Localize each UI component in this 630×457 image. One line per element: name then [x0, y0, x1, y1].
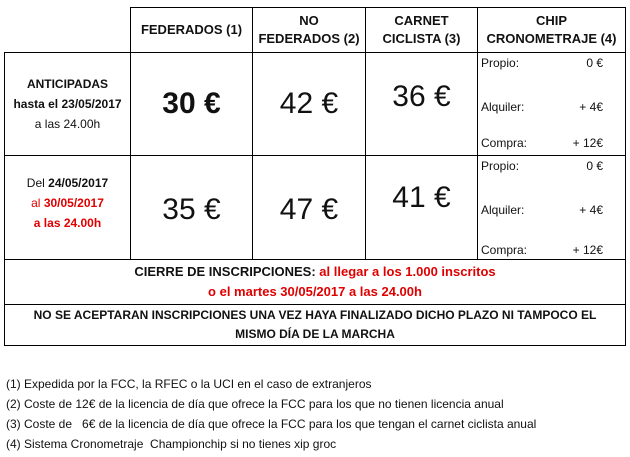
footnote-2: (2) Coste de 12€ de la licencia de día que ofrece la FCC para los que no tienen licencia anual: [6, 397, 504, 411]
header-chip-line2: CRONOMETRAJE (4): [486, 31, 617, 46]
chip-alquiler-value: + 4€: [579, 100, 603, 114]
chip-propio-label: Propio:: [481, 56, 520, 70]
chip-alquiler-row: [481, 203, 603, 219]
header-carnet: [366, 8, 477, 52]
closing-line2: o el martes 30/05/2017 a las 24.00h: [208, 284, 422, 299]
chip-alquiler-label: Alquiler:: [481, 100, 525, 114]
chip-propio-row: [481, 159, 603, 175]
price-value: 41 €: [392, 181, 451, 214]
header-no-federados: [253, 8, 365, 52]
header-federados-label: FEDERADOS (1): [140, 22, 243, 37]
price-no-federados-ordinary: [253, 160, 365, 260]
header-carnet-line1: CARNET: [394, 13, 449, 28]
row-ordinary-to: al 30/05/2017: [31, 196, 104, 210]
row-anticipadas-time: a las 24.00h: [34, 117, 101, 131]
header-chip: [478, 8, 625, 52]
late-registration-notice: [5, 305, 625, 345]
chip-compra-value: + 12€: [572, 243, 603, 257]
price-value: 47 €: [279, 193, 339, 226]
header-carnet-line2: CICLISTA (3): [382, 31, 461, 46]
table-border-right: [625, 7, 626, 346]
header-federados: [131, 8, 252, 52]
footnote-3: (3) Coste de 6€ de la licencia de día que ofrece la FCC para los que tengan el carnet ciclista anual: [6, 417, 537, 431]
chip-alquiler-label: Alquiler:: [481, 203, 525, 217]
chip-propio-row: [481, 56, 603, 72]
row-anticipadas-title: ANTICIPADAS: [26, 77, 109, 91]
chip-propio-label: Propio:: [481, 159, 520, 173]
chip-alquiler-value: + 4€: [579, 203, 603, 217]
price-federados-anticipadas: [131, 53, 252, 155]
footnote-1: (1) Expedida por la FCC, la RFEC o la UCI en el caso de extranjeros: [6, 377, 372, 391]
notice-line1: NO SE ACEPTARAN INSCRIPCIONES UNA VEZ HAYA FINALIZADO DICHO PLAZO NI TAMPOCO EL: [33, 308, 597, 322]
price-value: 30 €: [162, 87, 221, 120]
row-anticipadas-date: hasta el 23/05/2017: [13, 97, 122, 111]
closing-notice: [5, 260, 625, 304]
price-carnet-ordinary: [366, 156, 477, 240]
closing-line1: CIERRE DE INSCRIPCIONES: al llegar a los 1.000 inscritos: [134, 264, 496, 279]
price-value: 42 €: [279, 87, 339, 120]
table-border-bottom: [4, 345, 626, 346]
price-no-federados-anticipadas: [253, 53, 365, 155]
chip-compra-row: [481, 136, 603, 152]
chip-compra-label: Compra:: [481, 136, 528, 150]
header-no-federados-line2: FEDERADOS (2): [258, 31, 360, 46]
price-federados-ordinary: [131, 160, 252, 260]
price-value: 36 €: [392, 80, 451, 113]
chip-alquiler-row: [481, 100, 603, 116]
chip-compra-label: Compra:: [481, 243, 528, 257]
footnotes: [6, 374, 536, 454]
chip-propio-value: 0 €: [586, 56, 603, 70]
row-ordinary-time: a las 24.00h: [33, 216, 102, 230]
row-ordinary-label: [5, 160, 130, 246]
price-carnet-anticipadas: [366, 53, 477, 141]
price-value: 35 €: [162, 193, 221, 226]
header-chip-line1: CHIP: [535, 13, 568, 28]
header-no-federados-line1: NO: [299, 13, 319, 28]
footnote-4: (4) Sistema Cronometraje Championchip si no tienes xip groc: [6, 437, 337, 451]
chip-compra-value: + 12€: [572, 136, 603, 150]
notice-line2: MISMO DÍA DE LA MARCHA: [235, 327, 395, 341]
chip-compra-row: [481, 243, 603, 259]
row-anticipadas-label: [5, 53, 130, 155]
row-ordinary-from: Del 24/05/2017: [26, 176, 109, 190]
chip-propio-value: 0 €: [586, 159, 603, 173]
table-row-divider: [4, 155, 626, 156]
